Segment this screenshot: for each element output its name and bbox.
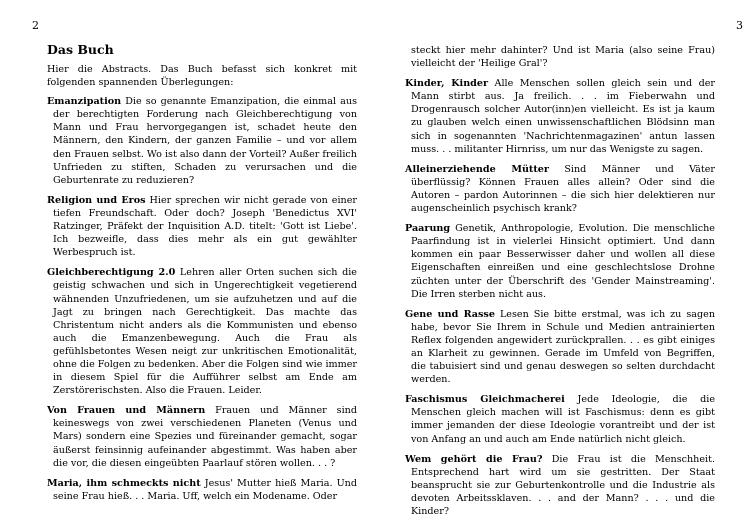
abstract-entry [405, 163, 715, 215]
abstract-entry [47, 404, 357, 469]
intro-paragraph: Hier die Abstracts. Das Buch befasst sich konkret mit folgenden spannenden Überlegungen: [47, 64, 357, 89]
entry-term: Religion und Eros [47, 194, 146, 206]
page-number: 2 [32, 19, 39, 32]
entry-text: Genetik, Anthropologie, Evolution. Die menschliche Paarfindung ist in vielerlei Hinsicht optimiert. Und dann kommen ein paar Besserwisser daher und wollen all diese Eigenschaften einreißen und eine geschlechtslose Drohne züchten unter der Überschrift des 'Gender Mainstreaming'. Die Irren sterben nicht aus. [411, 223, 715, 300]
entry-term: Von Frauen und Männern [47, 405, 206, 417]
abstract-entry [405, 77, 715, 156]
entry-text: Alle Menschen sollen gleich sein und der Mann stirbt aus. Ja freilich. . . im Fieberwahn und Drogenrausch solcher Autor(inn)en vielleicht. Es ist ja kaum zu glauben welch einen unwissenschaftlichen Blödsinn man sich in sogenannten 'Nachrichtenmagazinen' antun lassen muss. . . militanter Hirnriss, um nur das Wenigste zu sagen. [411, 78, 715, 155]
continued-text: steckt hier mehr dahinter? Und ist Maria (also seine Frau) vielleicht der 'Heilige Gral'? [411, 45, 715, 70]
left-page-body [47, 42, 357, 510]
page-number: 3 [736, 19, 743, 32]
entry-term: Faschismus Gleichmacherei [405, 394, 565, 406]
entry-term: Maria, ihm schmeckts nicht [47, 477, 201, 489]
entry-term: Alleinerziehende Mütter [405, 163, 549, 175]
right-page [405, 0, 743, 517]
entry-term: Gleichberechtigung 2.0 [47, 267, 176, 279]
right-page-body [405, 44, 715, 525]
entry-term: Paarung [405, 223, 451, 235]
entry-text: Hier sprechen wir nicht gerade von einer tiefen Freundschaft. Oder doch? Joseph 'Benedictus XVI' Ratzinger, Präfekt der Inquisition A.D. titelt: 'Gott ist Liebe'. Ich bezweifle, dass dies mehr als ein gut gewählter Werbespruch ist. [53, 194, 357, 259]
abstract-entry [405, 393, 715, 445]
abstract-entry [47, 95, 357, 187]
abstract-entry [405, 453, 715, 518]
entry-text: Lesen Sie bitte erstmal, was ich zu sagen habe, bevor Sie Ihrem in Schule und Medien antrainierten Reflex folgenden angewidert zurückprallen. . . es gibt einiges an Klarheit zu gewinnen. Gerade im Umfeld von Begriffen, die tabuisiert sind und genau deswegen so selten durchdacht werden. [411, 308, 715, 386]
entry-text: Sind Männer und Väter überflüssig? Können Frauen alles allein? Oder sind die Autoren – pardon Autorinnen – die sich hier delektieren nur augenscheinlich psychisch krank? [411, 163, 715, 215]
chapter-title: Das Buch [47, 42, 114, 57]
entry-term: Gene und Rasse [405, 308, 495, 320]
entry-text: Jede Ideologie, die die Menschen gleich machen will ist Faschismus: denn es gibt immer jemanden der diese Ideologie vorantreibt und der ist von Anfang an und auch am Ende natürlich nicht gleich. [411, 394, 715, 445]
entry-term: Emanzipation [47, 96, 122, 108]
abstract-entry [405, 308, 715, 387]
entry-text: Frauen und Männer sind keineswegs von zwei verschiedenen Planeten (Venus und Mars) sondern eine Spezies und füreinander gemacht, sogar äußerst feinsinnig aufeinander abgestimmt. Was haben aber die vor, die diesen eingeübten Paarlauf stören wollen. . . ? [53, 405, 357, 469]
entry-text: Jesus' Mutter hieß Maria. Und seine Frau hieß. . . Maria. Uff, welch ein Modename. Oder [53, 477, 357, 502]
entry-text: Lehren aller Orten suchen sich die geistig schwachen und sich in Ungerechtigkeit vegetierend wähnenden Unzufriedenen, um sie aufzuhetzen und auf die Jagt zu bringen nach Gerechtigkeit. Das machte das Christentum nicht anders als die Kommunisten und ebenso auch die Emanzenbewegung. Auch die Frau als gefühlsbetontes Wesen neigt zur unkritischen Emotionalität, ohne die Folgen zu bedenken. Aber die Folgen sind wie immer in diesem Spiel für die Aufführer selbst am Ende am Zerstörerischsten. Also die Frauen. Leider. [53, 267, 357, 397]
abstract-entry [47, 266, 357, 397]
entry-term: Wem gehört die Frau? [405, 453, 543, 465]
entry-text: Die Frau ist die Menschheit. Entsprechend hart wird um sie gestritten. Der Staat beansprucht sie zur Geburtenkontrolle und die Industrie als devoten Arbeitssklaven. . . and der Mann? . . . und die Kinder? [411, 453, 715, 517]
entry-term: Kinder, Kinder [405, 78, 489, 90]
abstract-entry [47, 477, 357, 503]
entry-text: Die so genannte Emanzipation, die einmal aus der berechtigten Forderung nach Gleichberechtigung von Mann und Frau hervorgegangen ist, schadet heute den Männern, den Kindern, der ganzen Familie – und vor allem den Frauen selbst. Wo ist also dann der Vorteil? Außer freilich Unfrieden zu stiften, Schaden zu verursachen und die Geburtenrate zu reduzieren? [53, 96, 357, 186]
abstract-entry [405, 222, 715, 301]
abstract-entry [47, 194, 357, 259]
left-page [32, 0, 357, 510]
